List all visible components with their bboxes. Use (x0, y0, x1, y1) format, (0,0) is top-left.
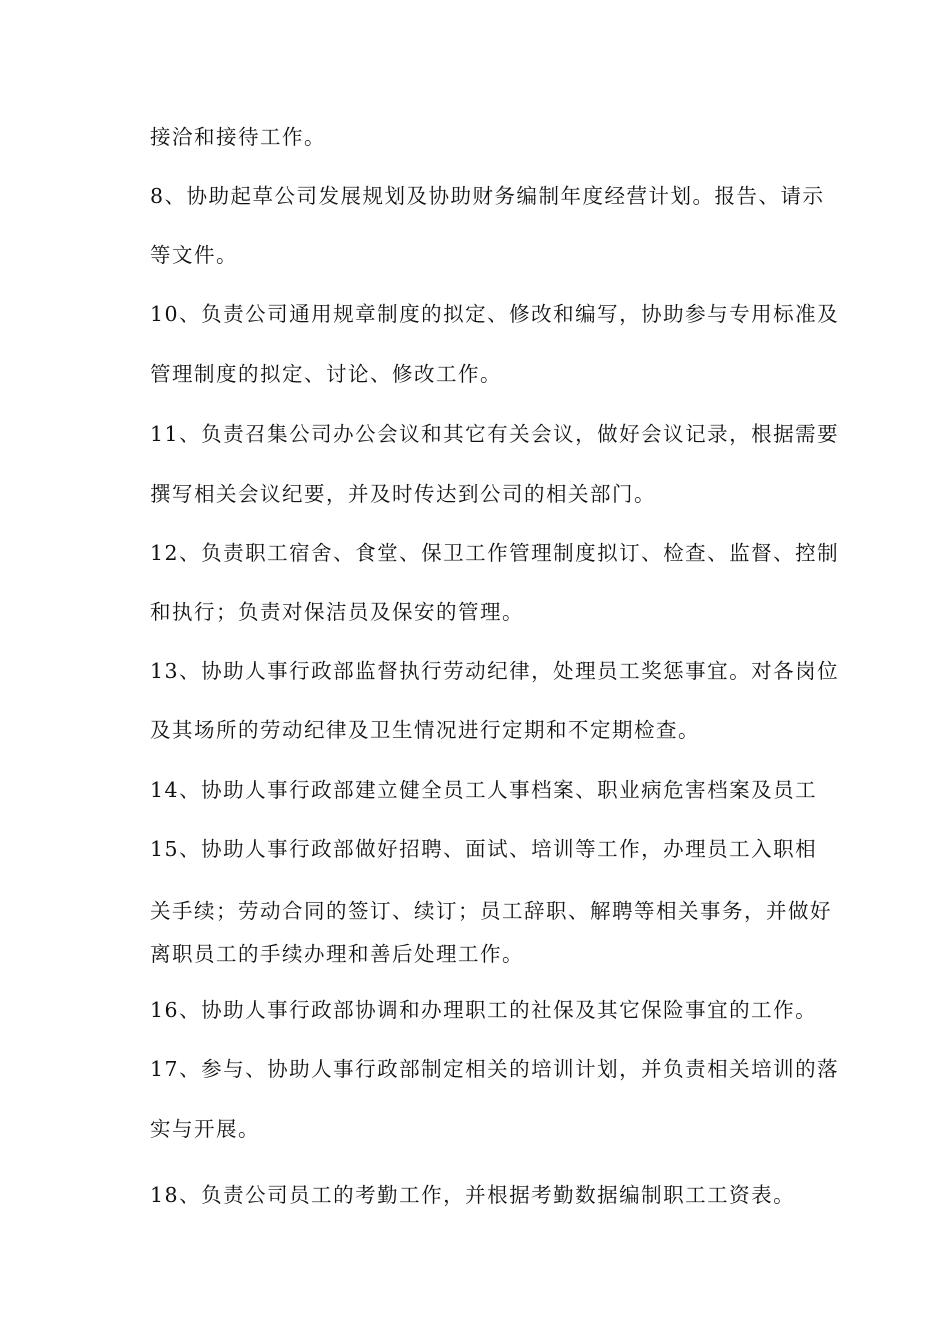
text-line: 8、协助起草公司发展规划及协助财务编制年度经营计划。报告、请示 (150, 184, 825, 208)
text-line: 17、参与、协助人事行政部制定相关的培训计划，并负责相关培训的落 (150, 1057, 840, 1081)
text-line: 14、协助人事行政部建立健全员工人事档案、职业病危害档案及员工 (150, 778, 818, 802)
text-line: 15、协助人事行政部做好招聘、面试、培训等工作，办理员工入职相 (150, 837, 818, 861)
text-line: 10、负责公司通用规章制度的拟定、修改和编写，协助参与专用标准及 (150, 302, 840, 326)
text-line: 11、负责召集公司办公会议和其它有关会议，做好会议记录，根据需要 (150, 422, 840, 446)
text-line: 管理制度的拟定、讨论、修改工作。 (150, 362, 502, 386)
text-line: 18、负责公司员工的考勤工作，并根据考勤数据编制职工工资表。 (150, 1183, 796, 1207)
text-line: 和执行；负责对保洁员及保安的管理。 (150, 600, 524, 624)
text-line: 16、协助人事行政部协调和办理职工的社保及其它保险事宜的工作。 (150, 998, 818, 1022)
text-line: 等文件。 (150, 243, 238, 267)
text-line: 实与开展。 (150, 1117, 260, 1141)
text-line: 撰写相关会议纪要，并及时传达到公司的相关部门。 (150, 482, 656, 506)
text-line: 离职员工的手续办理和善后处理工作。 (150, 942, 524, 966)
text-line: 关手续；劳动合同的签订、续订；员工辞职、解聘等相关事务，并做好 (150, 899, 832, 923)
text-line: 及其场所的劳动纪律及卫生情况进行定期和不定期检查。 (150, 718, 700, 742)
text-line: 13、协助人事行政部监督执行劳动纪律，处理员工奖惩事宜。对各岗位 (150, 659, 840, 683)
text-line: 12、负责职工宿舍、食堂、保卫工作管理制度拟订、检查、监督、控制 (150, 541, 840, 565)
text-line: 接洽和接待工作。 (150, 125, 326, 149)
